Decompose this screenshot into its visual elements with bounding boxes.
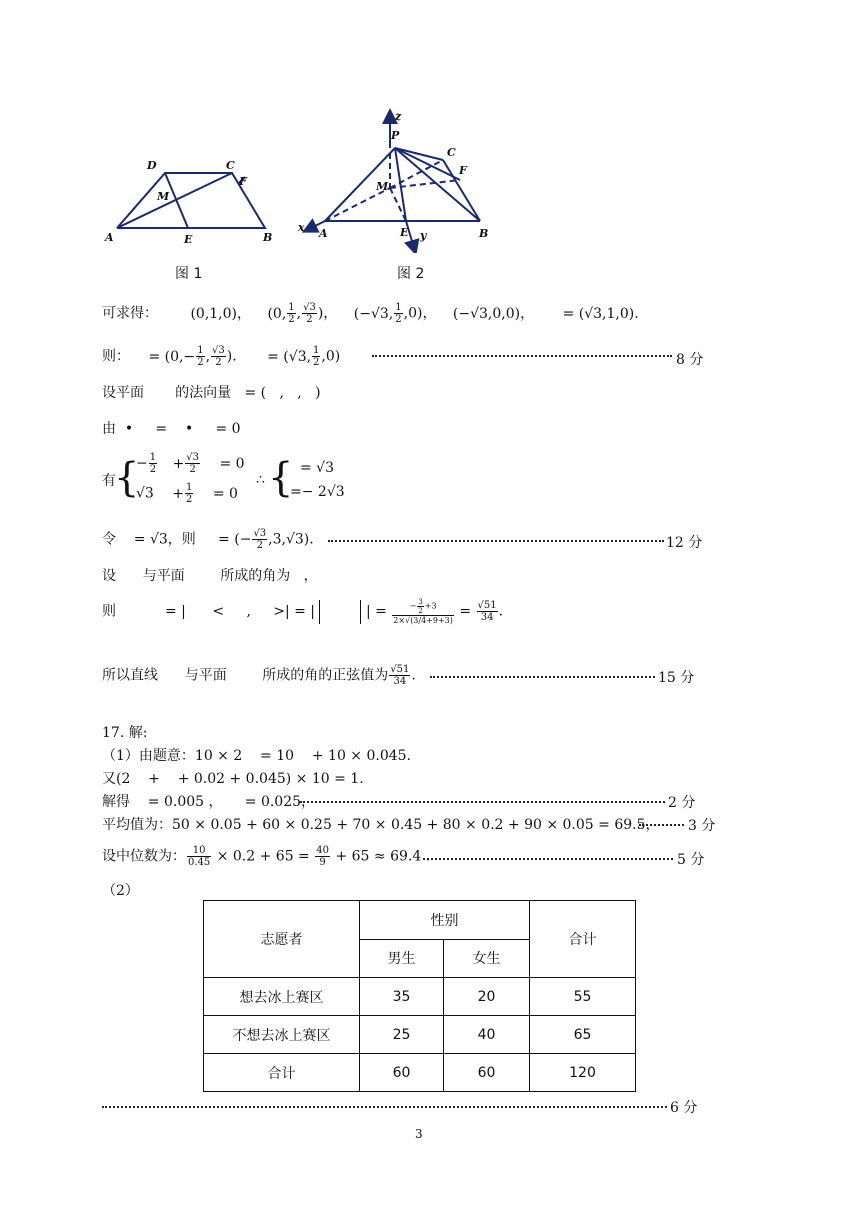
dots-6 (102, 1100, 667, 1108)
score-15: 15 分 (658, 670, 695, 686)
fig2-label-A: A (319, 227, 328, 240)
q17-heading: 17. 解: (102, 725, 148, 741)
row-label: 不想去冰上赛区 (204, 1016, 360, 1054)
line-sine: 则 = | < , >| = | | = − $\frac{3}{2}$ +3 2×√(3/4+9+3) = $\frac{√51}{34}$ . (102, 598, 504, 625)
th-gender: 性别 (360, 901, 530, 940)
figure-1-caption: 图 1 (175, 266, 203, 282)
figure-2 (295, 108, 510, 253)
l1-c-post: ,0)， (403, 305, 437, 322)
fig1-label-C: C (226, 159, 235, 172)
equation-system (102, 450, 362, 514)
l5-prefix: 有 (102, 473, 116, 489)
l1-c-pre: (−√3, (353, 305, 394, 322)
page-number: 3 (415, 1127, 423, 1141)
th-female: 女生 (444, 939, 530, 978)
l2-b-post: ,0) (321, 348, 341, 365)
table-row (204, 978, 636, 1016)
fig2-label-z: z (395, 110, 402, 123)
dots-3 (639, 818, 684, 826)
fig2-label-E: E (400, 226, 409, 239)
dots-2 (300, 795, 665, 803)
line-vectors: 则： = (0,− $\frac{1}{2}$ , $\frac{√3}{2}$ ). = (√3, $\frac{1}{2}$ ,0) (102, 345, 341, 368)
q17-p3: 解得 = 0.005 ， = 0.025， (102, 794, 316, 810)
fig2-label-M: M (376, 180, 389, 193)
fig2-label-x: x (298, 221, 305, 234)
contingency-table (203, 900, 636, 1092)
cell-total: 55 (530, 978, 636, 1016)
l2-prefix: 则： (102, 348, 130, 365)
fig1-label-E: E (184, 233, 193, 246)
table-row (204, 1054, 636, 1092)
figure-1 (100, 150, 290, 260)
fig1-label-A: A (105, 231, 114, 244)
cell-female: 20 (444, 978, 530, 1016)
q17-p4: 平均值为：50 × 0.05 + 60 × 0.25 + 70 × 0.45 + 80 × 0.2 + 90 × 0.05 = 69.5， (102, 817, 660, 833)
cell-female: 60 (444, 1054, 530, 1092)
score-5: 5 分 (677, 852, 705, 868)
row-label: 合计 (204, 1054, 360, 1092)
fig2-label-P: P (391, 129, 400, 142)
row-label: 想去冰上赛区 (204, 978, 360, 1016)
fig2-label-y: y (420, 229, 427, 242)
th-volunteer: 志愿者 (204, 901, 360, 978)
brace-right: { (268, 455, 294, 501)
line-normal-vector: 设平面 的法向量 = ( , , ) (102, 385, 321, 401)
dots-12 (328, 534, 664, 542)
eq-row-1: − $\frac{1}{2}$ + $\frac{√3}{2}$ = 0 (136, 452, 245, 475)
figure-2-caption: 图 2 (397, 266, 425, 282)
line-conclusion: 所以直线 与平面 所成的角的正弦值为 $\frac{√51}{34}$ . (102, 664, 416, 687)
dots-8 (372, 349, 672, 357)
frac-r3: $\frac{√3}{2}$ (303, 302, 316, 325)
q17-p2: 又(2 + + 0.02 + 0.045) × 10 = 1. (102, 771, 364, 787)
l2-a-pre: = (0,− (148, 348, 196, 365)
q17-p5: 设中位数为： $\frac{10}{0.45}$ × 0.2 + 65 = $\frac{40}{9}$ + 65 ≈ 69.4 . (102, 845, 431, 868)
score-2: 2 分 (668, 795, 696, 811)
fig2-label-B: B (479, 227, 489, 240)
cell-male: 35 (360, 978, 444, 1016)
l1-b-pre: (0, (267, 305, 287, 322)
fig1-label-M: M (157, 190, 170, 203)
th-total: 合计 (530, 901, 636, 978)
frac-half-2: $\frac{1}{2}$ (395, 302, 402, 325)
table-row (204, 1016, 636, 1054)
score-3: 3 分 (688, 818, 716, 834)
th-male: 男生 (360, 939, 444, 978)
l1-d: (−√3,0,0)， (452, 305, 535, 322)
fig1-label-D: D (147, 159, 157, 172)
eq-row-2: √3 + $\frac{1}{2}$ = 0 (136, 482, 238, 505)
fig1-label-B: B (263, 231, 273, 244)
cell-female: 40 (444, 1016, 530, 1054)
fig2-label-C: C (447, 146, 456, 159)
l2-a-post: ). (226, 348, 237, 365)
l2-b-pre: = (√3, (267, 348, 312, 365)
cell-total: 120 (530, 1054, 636, 1092)
line-normal-result: 令 = √3，则 = (− $\frac{√3}{2}$ ,3,√3). (102, 528, 314, 551)
brace-left: { (114, 455, 140, 501)
l1-e: = (√3,1,0). (562, 305, 639, 322)
l1-b-post: )， (317, 305, 338, 322)
q17-part2: （2） (102, 883, 139, 899)
dots-5 (423, 852, 673, 860)
frac-half: $\frac{1}{2}$ (288, 302, 295, 325)
line-angle: 设 与平面 所成的角为 ， (102, 568, 318, 584)
sol-1: = √3 (300, 460, 335, 476)
cell-total: 65 (530, 1016, 636, 1054)
score-8: 8 分 (676, 352, 704, 368)
sol-2: =− 2√3 (290, 484, 345, 500)
therefore: ∴ (256, 472, 265, 488)
score-12: 12 分 (666, 535, 703, 551)
cell-male: 60 (360, 1054, 444, 1092)
cell-male: 25 (360, 1016, 444, 1054)
fig1-label-F: F (239, 175, 247, 188)
q17-p1: （1）由题意：10 × 2 = 10 + 10 × 0.045. (102, 748, 412, 764)
fig2-label-F: F (459, 164, 467, 177)
l1-prefix: 可求得： (102, 305, 158, 322)
line-coordinates: 可求得： (0,1,0)， (0, $\frac{1}{2}$ , $\frac{√3}{2}$ )， (−√3, $\frac{1}{2}$ ,0)， (−√3,0,0)， = (√3,1,0). (102, 302, 639, 325)
dots-15 (430, 670, 655, 678)
line-dot-products: 由 • = • = 0 (102, 421, 241, 437)
l1-a: (0,1,0)， (190, 305, 251, 322)
score-6: 6 分 (670, 1100, 698, 1116)
